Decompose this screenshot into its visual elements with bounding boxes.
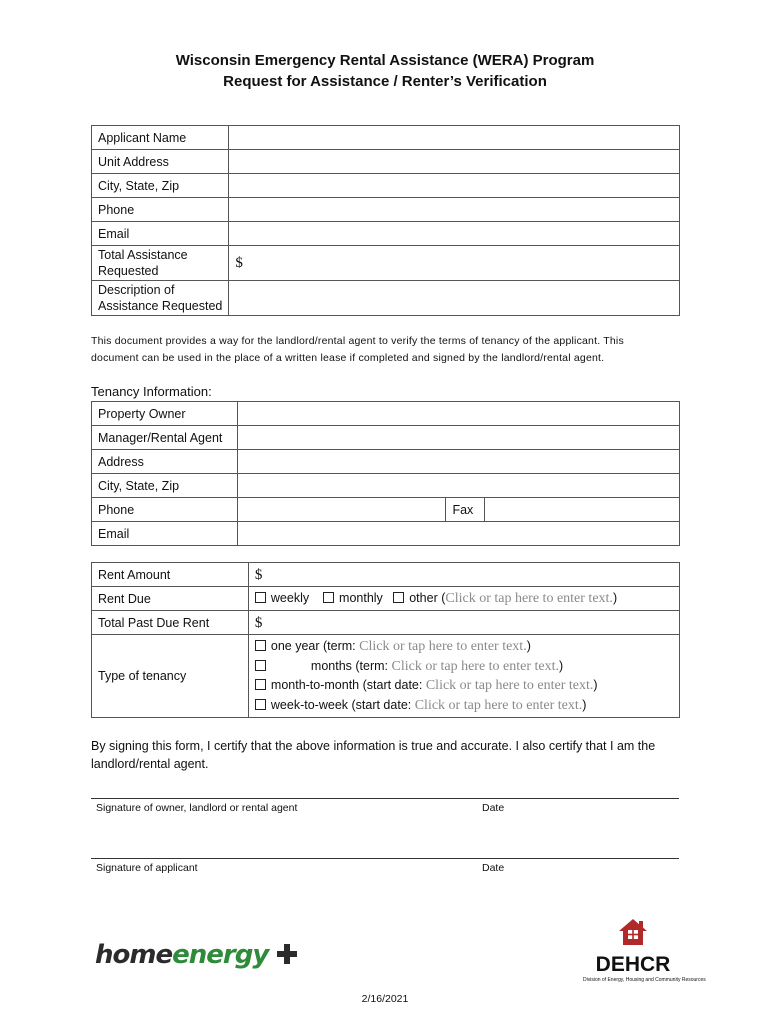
footer-date: 2/16/2021 <box>361 993 409 1005</box>
rent-amount-label: Rent Amount <box>92 563 249 587</box>
tenancy-address-label: Address <box>92 450 238 474</box>
house-icon <box>618 918 648 946</box>
rent-due-row <box>92 587 680 611</box>
applicant-city-field[interactable] <box>229 174 680 198</box>
total-assistance-label <box>92 246 229 281</box>
dehcr-subtitle: Division of Energy, Housing and Community Resources <box>583 977 706 983</box>
total-assistance-field[interactable] <box>229 246 680 281</box>
one-year-option <box>255 637 673 657</box>
month-to-month-option <box>255 676 673 696</box>
unit-address-label: Unit Address <box>92 150 229 174</box>
total-assistance-dollar: $ <box>235 255 243 271</box>
week-to-week-option <box>255 696 673 716</box>
month-to-month-label: month-to-month (start date: <box>270 678 426 692</box>
tenancy-type-row <box>92 635 680 718</box>
home-energy-logo-energy: energy <box>172 940 269 970</box>
manager-row <box>92 426 680 450</box>
past-due-label: Total Past Due Rent <box>92 611 249 635</box>
week-to-week-close-paren: ) <box>582 697 587 712</box>
past-due-dollar: $ <box>254 614 263 631</box>
description-label <box>92 281 229 316</box>
property-owner-row <box>92 402 680 426</box>
rent-due-label: Rent Due <box>92 587 249 611</box>
applicant-signature-label: Signature of applicant <box>96 862 198 874</box>
other-label: other ( <box>409 591 446 605</box>
months-close-paren: ) <box>559 658 564 673</box>
monthly-checkbox[interactable] <box>323 592 334 603</box>
month-to-month-close-paren: ) <box>593 678 598 692</box>
total-assistance-label-line-2: Requested <box>98 264 159 278</box>
applicant-table <box>91 125 680 316</box>
description-label-line-1: Description of <box>98 283 175 297</box>
month-to-month-placeholder-field[interactable]: Click or tap here to enter text. <box>425 678 594 693</box>
week-to-week-placeholder-field[interactable]: Click or tap here to enter text. <box>414 697 583 713</box>
property-owner-field[interactable] <box>237 402 679 426</box>
home-energy-logo-home: home <box>95 940 173 970</box>
unit-address-row <box>92 150 680 174</box>
months-label: months (term: <box>310 658 392 673</box>
months-placeholder-field[interactable]: Click or tap here to enter text. <box>391 658 560 674</box>
applicant-date-label: Date <box>482 862 505 874</box>
applicant-city-label: City, State, Zip <box>92 174 229 198</box>
total-assistance-label-line-1: Total Assistance <box>98 248 188 262</box>
monthly-label: monthly <box>339 591 383 605</box>
tenancy-phone-row <box>92 498 680 522</box>
unit-address-field[interactable] <box>229 150 680 174</box>
owner-signature-line[interactable] <box>91 798 679 799</box>
description-field[interactable] <box>229 281 680 316</box>
plus-icon <box>276 943 298 965</box>
tenancy-type-options <box>248 635 679 718</box>
one-year-checkbox[interactable] <box>255 640 266 651</box>
rent-amount-field[interactable] <box>248 563 679 587</box>
one-year-placeholder-field[interactable]: Click or tap here to enter text. <box>359 639 527 654</box>
one-year-close-paren: ) <box>526 639 531 653</box>
applicant-email-label: Email <box>92 222 229 246</box>
applicant-phone-label: Phone <box>92 198 229 222</box>
tenancy-phone-field[interactable] <box>237 498 445 522</box>
one-year-label: one year (term: <box>270 639 360 653</box>
certification-text <box>91 737 655 773</box>
certification-line-1: By signing this form, I certify that the above information is true and accurate. I also certify that I am the <box>91 739 656 753</box>
past-due-field[interactable] <box>248 611 679 635</box>
owner-signature-label: Signature of owner, landlord or rental agent <box>96 802 298 814</box>
past-due-row <box>92 611 680 635</box>
weekly-checkbox[interactable] <box>255 592 266 603</box>
dehcr-name: DEHCR <box>595 953 671 976</box>
rent-table <box>91 562 680 718</box>
rent-amount-row <box>92 563 680 587</box>
tenancy-city-field[interactable] <box>237 474 679 498</box>
tenancy-city-label: City, State, Zip <box>92 474 238 498</box>
title-line-2: Request for Assistance / Renter’s Verification <box>223 73 547 90</box>
manager-field[interactable] <box>237 426 679 450</box>
manager-label: Manager/Rental Agent <box>92 426 238 450</box>
applicant-name-row <box>92 126 680 150</box>
rent-amount-dollar: $ <box>254 566 263 583</box>
months-checkbox[interactable] <box>255 660 266 671</box>
fax-field[interactable] <box>485 498 680 522</box>
months-option <box>255 657 673 677</box>
other-placeholder-field[interactable]: Click or tap here to enter text. <box>445 591 613 606</box>
description-row <box>92 281 680 316</box>
fax-label: Fax <box>446 498 485 522</box>
other-close-paren: ) <box>612 591 618 605</box>
tenancy-type-label: Type of tenancy <box>92 635 249 718</box>
intro-paragraph <box>91 333 624 367</box>
tenancy-city-row <box>92 474 680 498</box>
tenancy-phone-label: Phone <box>92 498 238 522</box>
home-energy-logo <box>95 940 298 970</box>
tenancy-email-row <box>92 522 680 546</box>
applicant-email-field[interactable] <box>229 222 680 246</box>
description-label-line-2: Assistance Requested <box>98 299 223 313</box>
applicant-name-field[interactable] <box>229 126 680 150</box>
applicant-signature-line[interactable] <box>91 858 679 859</box>
tenancy-address-field[interactable] <box>237 450 679 474</box>
tenancy-email-label: Email <box>92 522 238 546</box>
applicant-email-row <box>92 222 680 246</box>
intro-line-1: This document provides a way for the landlord/rental agent to verify the terms of tenancy of the applicant. This <box>91 335 624 347</box>
intro-line-2: document can be used in the place of a written lease if completed and signed by the landlord/rental agent. <box>91 352 605 364</box>
certification-line-2: landlord/rental agent. <box>91 757 209 771</box>
applicant-name-label: Applicant Name <box>92 126 229 150</box>
applicant-city-row <box>92 174 680 198</box>
other-checkbox[interactable] <box>393 592 404 603</box>
tenancy-heading: Tenancy Information: <box>91 384 212 399</box>
tenancy-table <box>91 401 680 546</box>
form-title <box>0 50 770 92</box>
tenancy-email-field[interactable] <box>237 522 679 546</box>
rent-due-options <box>248 587 679 611</box>
applicant-phone-field[interactable] <box>229 198 680 222</box>
month-to-month-checkbox[interactable] <box>255 679 266 690</box>
title-line-1: Wisconsin Emergency Rental Assistance (WERA) Program <box>175 52 595 69</box>
dehcr-logo <box>583 918 706 983</box>
owner-date-label: Date <box>482 802 505 814</box>
property-owner-label: Property Owner <box>92 402 238 426</box>
total-assistance-row <box>92 246 680 281</box>
week-to-week-checkbox[interactable] <box>255 699 266 710</box>
week-to-week-label: week-to-week (start date: <box>270 697 415 712</box>
tenancy-address-row <box>92 450 680 474</box>
weekly-label: weekly <box>270 591 310 605</box>
applicant-phone-row <box>92 198 680 222</box>
